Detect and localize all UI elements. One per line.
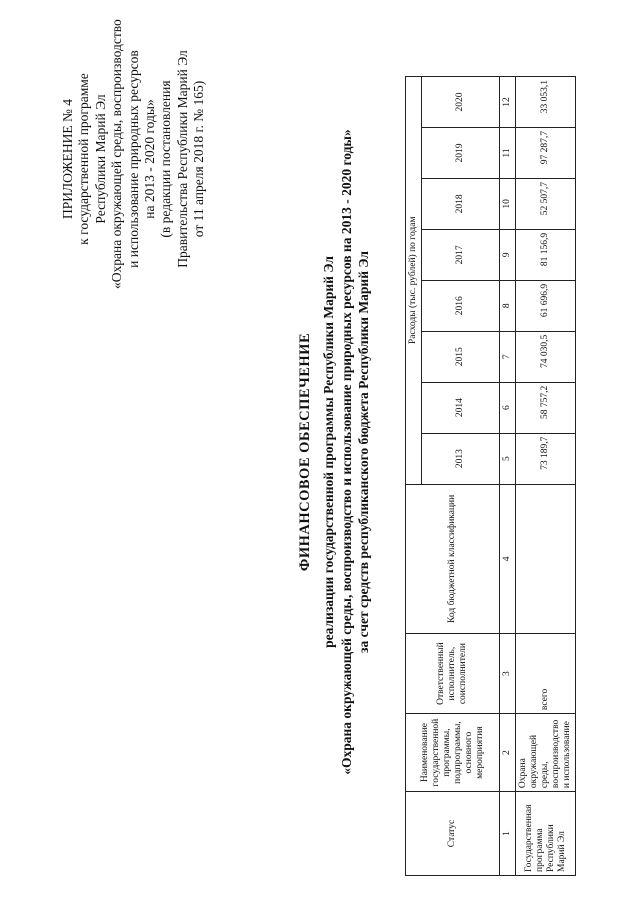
appendix-block bbox=[60, 19, 208, 289]
header-code: Код бюджетной классификации bbox=[406, 484, 500, 634]
header-year: 2018 bbox=[422, 178, 500, 229]
column-number: 9 bbox=[500, 229, 516, 280]
row-name: Охрана окружающей среды, воспроизводство и использование bbox=[516, 714, 576, 792]
row-value: 97 287,7 bbox=[516, 128, 576, 179]
table-row bbox=[516, 77, 576, 876]
row-value: 52 507,7 bbox=[516, 178, 576, 229]
appendix-line: «Охрана окружающей среды, воспроизводство bbox=[109, 19, 125, 289]
column-number: 4 bbox=[500, 484, 516, 634]
header-expenses: Расходы (тыс. рублей) по годам bbox=[406, 77, 422, 485]
appendix-line: Правительства Республики Марий Эл bbox=[174, 50, 190, 268]
header-year: 2017 bbox=[422, 229, 500, 280]
row-status: Государственная программа Республики Марий Эл bbox=[516, 792, 576, 876]
appendix-line: на 2013 - 2020 годы» bbox=[142, 99, 158, 219]
row-value: 58 757,2 bbox=[516, 382, 576, 433]
document-subtitle bbox=[320, 0, 373, 904]
header-year: 2014 bbox=[422, 382, 500, 433]
column-number: 11 bbox=[500, 128, 516, 179]
subtitle-line: реализации государственной программы Республики Марий Эл bbox=[321, 256, 336, 648]
column-number: 6 bbox=[500, 382, 516, 433]
header-year: 2015 bbox=[422, 331, 500, 382]
column-number: 5 bbox=[500, 433, 516, 484]
row-value: 81 156,9 bbox=[516, 229, 576, 280]
column-number: 10 bbox=[500, 178, 516, 229]
row-value: 73 189,7 bbox=[516, 433, 576, 484]
column-number-row bbox=[500, 77, 516, 876]
document-title: ФИНАНСОВОЕ ОБЕСПЕЧЕНИЕ bbox=[297, 332, 313, 572]
header-year: 2016 bbox=[422, 280, 500, 331]
column-number: 12 bbox=[500, 77, 516, 128]
row-code bbox=[516, 484, 576, 634]
column-number: 7 bbox=[500, 331, 516, 382]
header-year: 2019 bbox=[422, 128, 500, 179]
row-executor: всего bbox=[516, 634, 576, 714]
column-number: 3 bbox=[500, 634, 516, 714]
appendix-line: Республики Марий Эл bbox=[92, 94, 108, 224]
column-number: 8 bbox=[500, 280, 516, 331]
header-name: Наименование государственной программы, подпрограммы, основного мероприятия bbox=[406, 714, 500, 792]
header-executor: Ответственный исполнитель, соисполнители bbox=[406, 634, 500, 714]
financing-table bbox=[405, 76, 576, 876]
row-value: 61 696,9 bbox=[516, 280, 576, 331]
appendix-line: ПРИЛОЖЕНИЕ № 4 bbox=[60, 98, 75, 220]
column-number: 2 bbox=[500, 714, 516, 792]
row-value: 33 053,1 bbox=[516, 77, 576, 128]
appendix-line: и использование природных ресурсов bbox=[125, 50, 141, 268]
appendix-line: к государственной программе bbox=[76, 73, 92, 245]
subtitle-line: за счет средств республиканского бюджета Республики Марий Эл bbox=[356, 251, 371, 653]
column-number: 1 bbox=[500, 792, 516, 876]
row-value: 74 030,5 bbox=[516, 331, 576, 382]
header-year: 2013 bbox=[422, 433, 500, 484]
header-status: Статус bbox=[406, 792, 500, 876]
appendix-line: (в редакции постановления bbox=[158, 80, 174, 238]
header-year: 2020 bbox=[422, 77, 500, 128]
subtitle-line: «Охрана окружающей среды, воспроизводство и использование природных ресурсов на 2013 - 2020 годы» bbox=[338, 129, 354, 775]
appendix-line: от 11 апреля 2018 г. № 165) bbox=[191, 80, 207, 238]
